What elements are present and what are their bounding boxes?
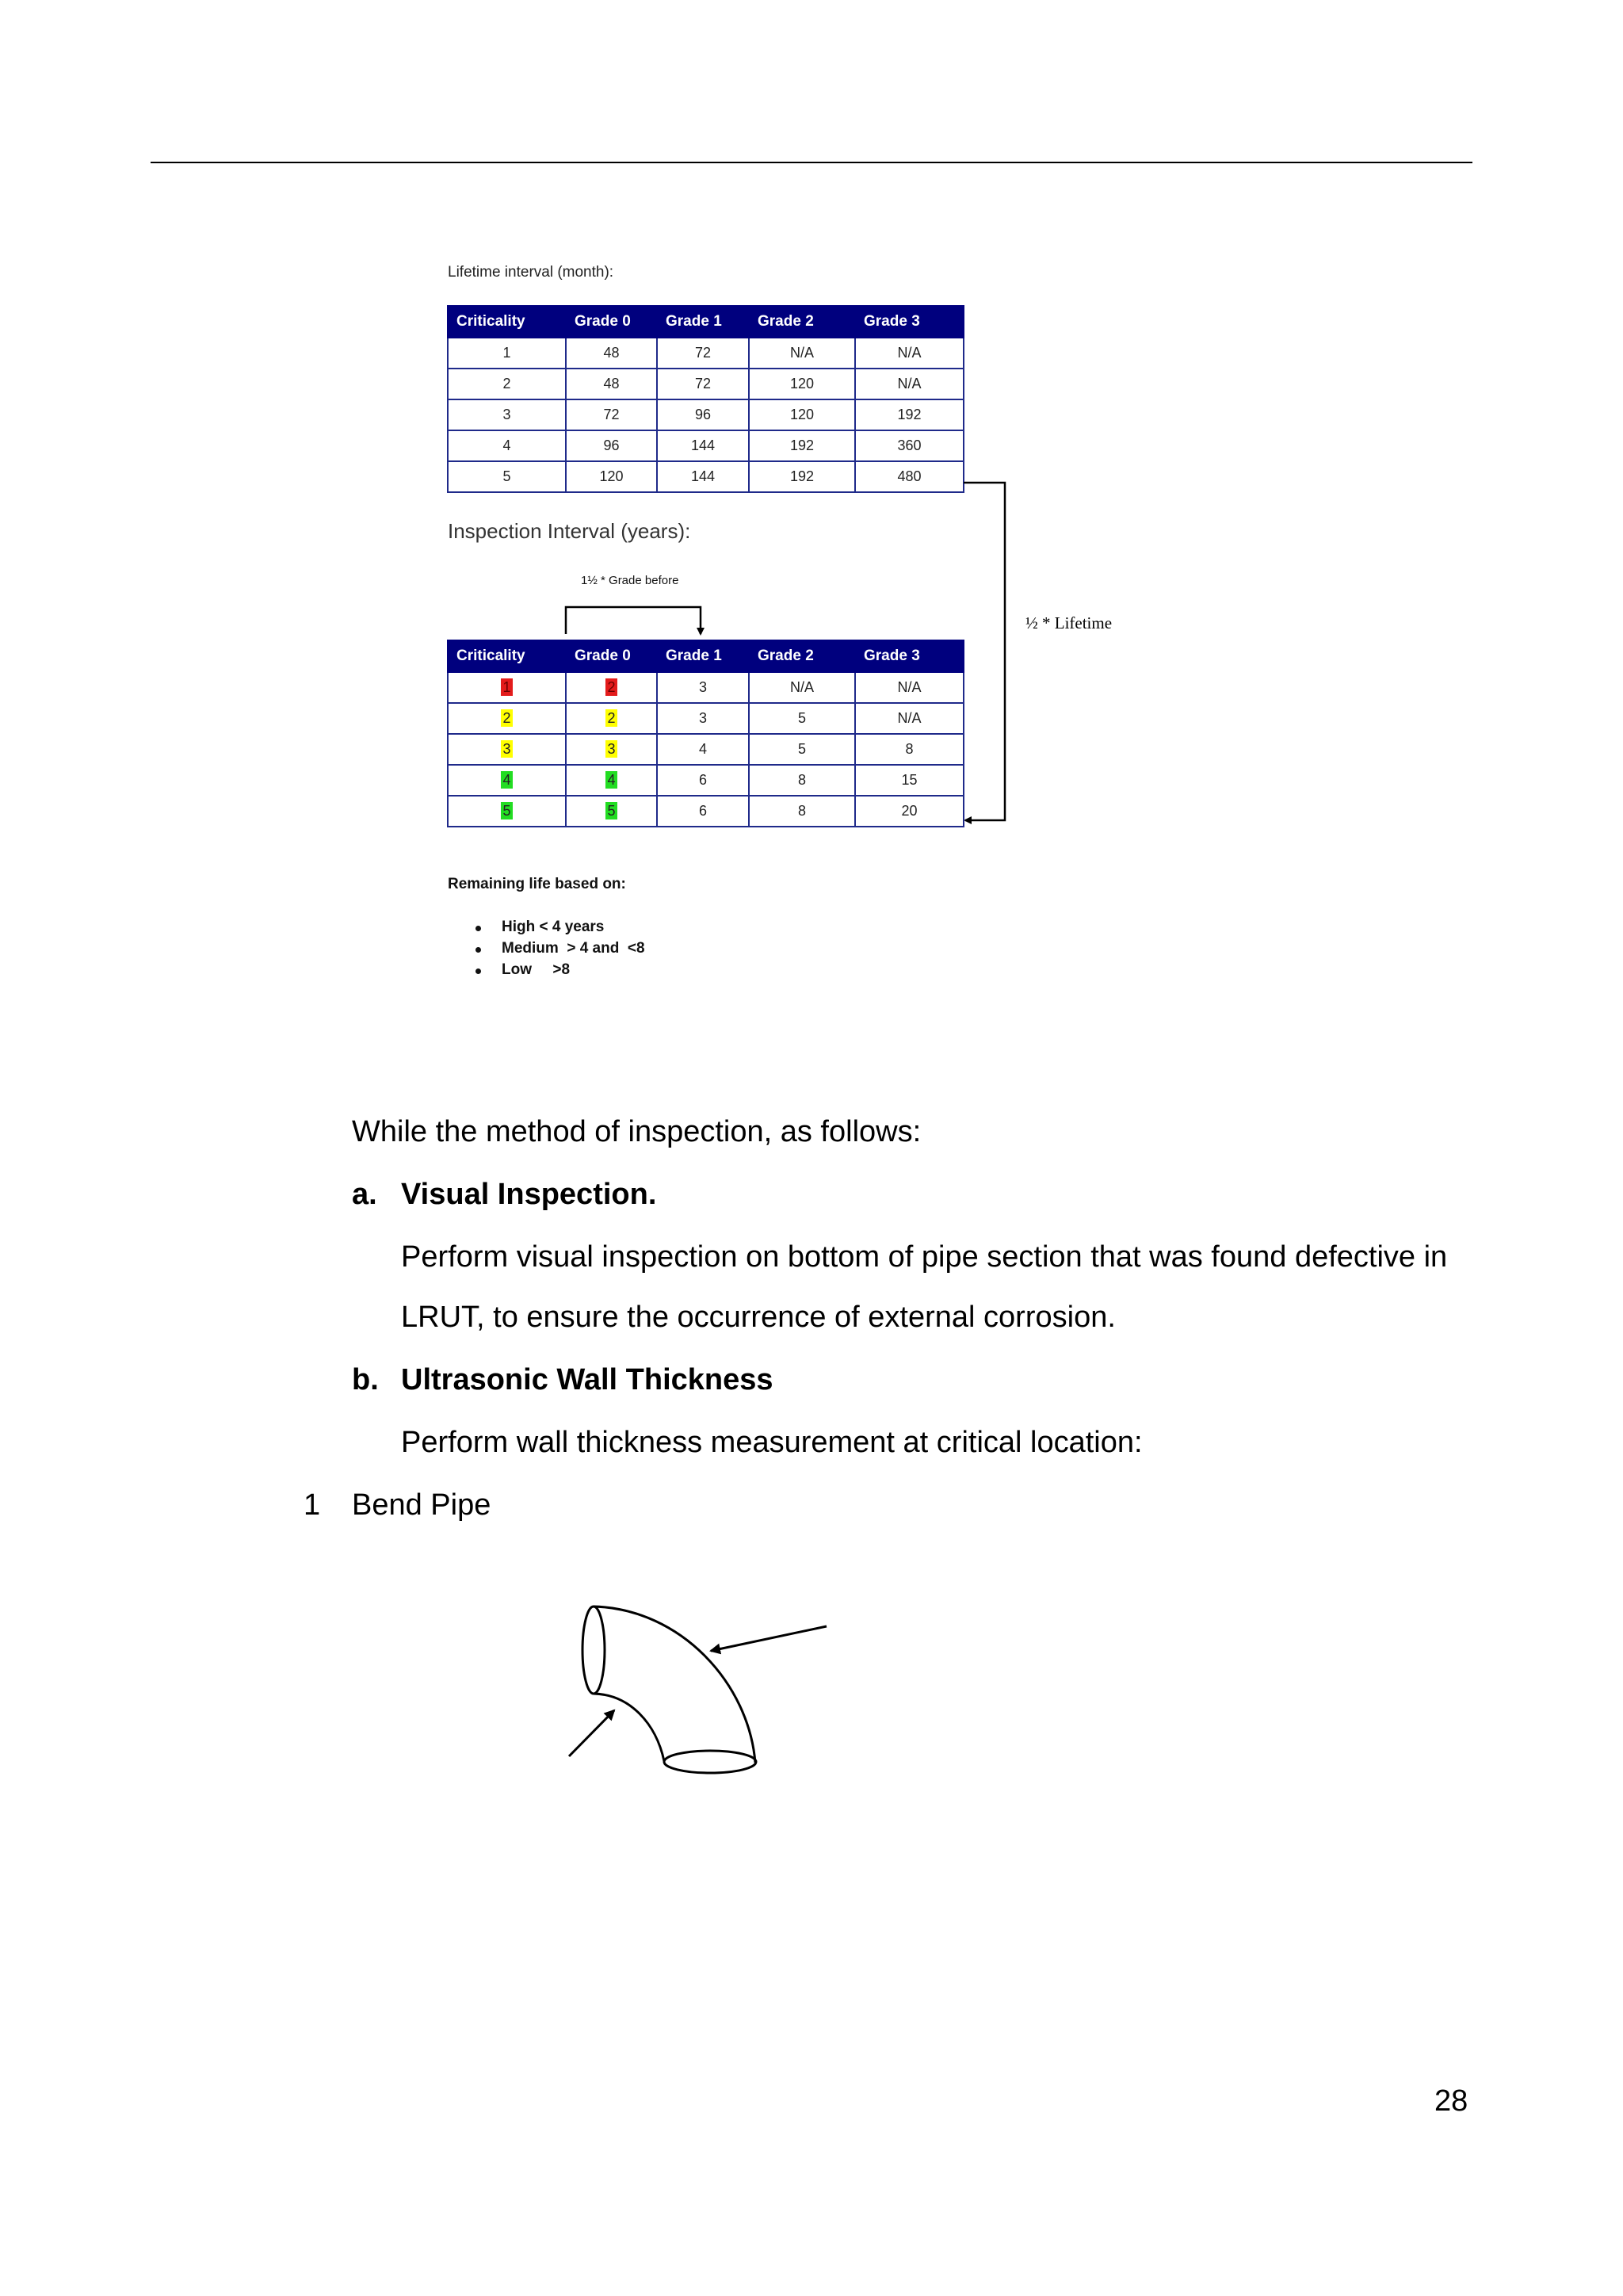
header-cell: Grade 2 [749,640,855,672]
table-cell: 3 [657,703,749,734]
table-cell: 192 [749,430,855,461]
table-cell: 5 [749,734,855,765]
inner-wall-arrow [569,1710,614,1756]
table-cell [566,796,657,827]
table-row [448,734,964,765]
table-cell: 4 [448,430,566,461]
header-cell: Criticality [448,640,566,672]
table-cell: 4 [657,734,749,765]
table-cell: N/A [855,703,964,734]
table-cell [566,765,657,796]
ut-title: Ultrasonic Wall Thickness [401,1363,773,1396]
inspection-title: Inspection Interval (years): [448,519,691,543]
table-cell [448,703,566,734]
bend-pipe-diagram [555,1593,840,1783]
table-cell: 5 [448,461,566,492]
table-cell: 144 [657,430,749,461]
header-cell: Criticality [448,306,566,338]
table-cell: 480 [855,461,964,492]
grade-before-note: 1½ * Grade before [581,574,679,587]
item-text: Bend Pipe [352,1488,491,1522]
table-cell [448,765,566,796]
header-cell: Grade 3 [855,640,964,672]
table-row [448,703,964,734]
highlight-yellow: 2 [502,710,511,726]
table-cell: 72 [566,399,657,430]
header-cell: Grade 2 [749,306,855,338]
table-cell: 3 [657,672,749,703]
table-cell: 192 [855,399,964,430]
grade-before-arrow [566,607,701,634]
table-cell: 48 [566,369,657,399]
table-cell: 2 [448,369,566,399]
table-cell: 48 [566,338,657,369]
header-cell: Grade 0 [566,640,657,672]
inspection-table [447,640,964,827]
visual-label: a. [352,1178,377,1211]
table-cell: 120 [566,461,657,492]
table-cell: 3 [448,399,566,430]
page-number: 28 [1434,2084,1468,2118]
highlight-red: 2 [607,679,616,695]
table-cell: 120 [749,399,855,430]
table-cell: N/A [855,369,964,399]
visual-text-line-2: LRUT, to ensure the occurrence of external corrosion. [401,1301,1116,1334]
pipe-inlet-opening [582,1606,605,1694]
highlight-green: 5 [607,803,616,819]
table-cell [566,672,657,703]
table-cell: 5 [749,703,855,734]
highlight-green: 5 [502,803,511,819]
outer-wall-arrow [711,1626,827,1651]
table-cell: 72 [657,369,749,399]
lifetime-caption: Lifetime interval (month): [448,264,614,281]
table-cell: 192 [749,461,855,492]
table-cell [566,734,657,765]
table-cell: 360 [855,430,964,461]
table-cell: 6 [657,796,749,827]
header-cell: Grade 3 [855,306,964,338]
list-item: Low >8 [475,961,645,983]
table-cell [448,796,566,827]
table-cell: N/A [749,672,855,703]
header-cell: Grade 0 [566,306,657,338]
intro-text: While the method of inspection, as follows: [352,1115,922,1148]
highlight-red: 1 [502,679,511,695]
table-cell [448,672,566,703]
table-cell: 96 [566,430,657,461]
table-cell: 8 [749,796,855,827]
table-cell: 8 [855,734,964,765]
table-cell: 1 [448,338,566,369]
list-item: High < 4 years [475,919,645,940]
highlight-yellow: 3 [607,741,616,757]
highlight-green: 4 [607,772,616,788]
table-row [448,796,964,827]
table-cell [448,734,566,765]
list-item: Medium > 4 and <8 [475,940,645,961]
ut-label: b. [352,1363,379,1396]
table-cell: 96 [657,399,749,430]
table-cell: 15 [855,765,964,796]
lifetime-note: ½ * Lifetime [1025,613,1113,632]
remaining-life-title: Remaining life based on: [448,876,626,892]
header-cell: Grade 1 [657,640,749,672]
highlight-yellow: 2 [607,710,616,726]
highlight-yellow: 3 [502,741,511,757]
table-cell: 20 [855,796,964,827]
table-cell: 8 [749,765,855,796]
table-cell: 144 [657,461,749,492]
table-row [448,672,964,703]
table-cell [566,703,657,734]
table-header-row [448,640,964,672]
item-number: 1 [304,1488,321,1522]
table-cell: N/A [749,338,855,369]
table-cell: 6 [657,765,749,796]
table-row [448,765,964,796]
visual-title: Visual Inspection. [401,1178,657,1211]
visual-text-line-1: Perform visual inspection on bottom of pipe section that was found defective in [401,1240,1448,1274]
highlight-green: 4 [502,772,511,788]
table-cell: 120 [749,369,855,399]
ut-text: Perform wall thickness measurement at critical location: [401,1426,1143,1459]
header-cell: Grade 1 [657,306,749,338]
lifetime-arrow [964,483,1005,820]
table-cell: 72 [657,338,749,369]
pipe-outer-wall [594,1606,755,1763]
table-cell: N/A [855,672,964,703]
pipe-inner-wall [594,1694,664,1761]
remaining-life-list [475,919,645,983]
pipe-outlet-opening [664,1751,756,1773]
table-cell: N/A [855,338,964,369]
